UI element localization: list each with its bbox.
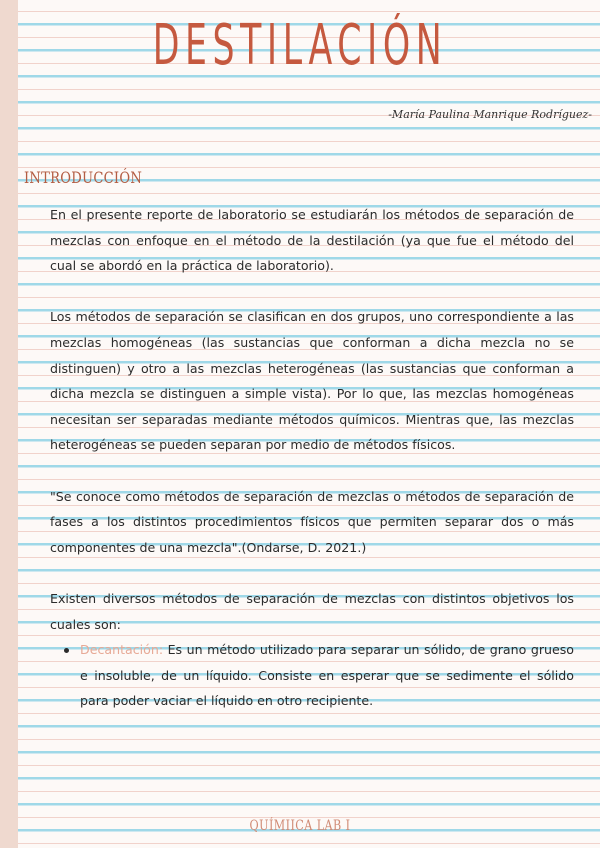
document-title: DESTILACIÓN bbox=[152, 13, 448, 78]
paragraph-classification: Los métodos de separación se clasifican en dos grupos, uno correspondiente a las mezclas homogéneas (las sustancias que conforman a dicha mezcla no se distinguen) y otro a las mezclas heterogéneas (las sustancias que conforman a dicha mezcla se distinguen a simple vista). Por lo que, las mezclas homogéneas necesitan ser separadas mediante métodos químicos. Mientras que, las mezclas heterogéneas se pueden separan por medio de métodos físicos. bbox=[50, 309, 574, 453]
footer-label: QUÍMIICA LAB I bbox=[249, 818, 351, 834]
bullet-icon bbox=[64, 648, 69, 653]
author-name: -María Paulina Manrique Rodríguez- bbox=[388, 108, 592, 121]
list-item bbox=[80, 637, 574, 714]
paragraph-quote: "Se conoce como métodos de separación de mezclas o métodos de separación de fases a los distintos procedimientos físicos que permiten separar dos o más componentes de una mezcla".(Ondarse, D. 2021.) bbox=[50, 488, 574, 555]
document-body bbox=[50, 202, 574, 714]
paragraph-intro: En el presente reporte de laboratorio se estudiarán los métodos de separación de mezclas con enfoque en el método de la destilación (ya que fue el método del cual se abordó en la práctica de laboratorio). bbox=[50, 207, 574, 274]
term-decantacion: Decantación: bbox=[80, 642, 164, 658]
section-heading: INTRODUCCIÓN bbox=[24, 168, 143, 187]
methods-list bbox=[50, 637, 574, 714]
paragraph-methods-intro: Existen diversos métodos de separación de mezclas con distintos objetivos los cuales son: bbox=[50, 590, 574, 632]
term-definition: Es un método utilizado para separar un sólido, de grano grueso e insoluble, de un líquido. Consiste en esperar que se sedimente el sólido para poder vaciar el líquido en otro recipiente. bbox=[80, 642, 574, 709]
margin-strip bbox=[0, 0, 18, 848]
